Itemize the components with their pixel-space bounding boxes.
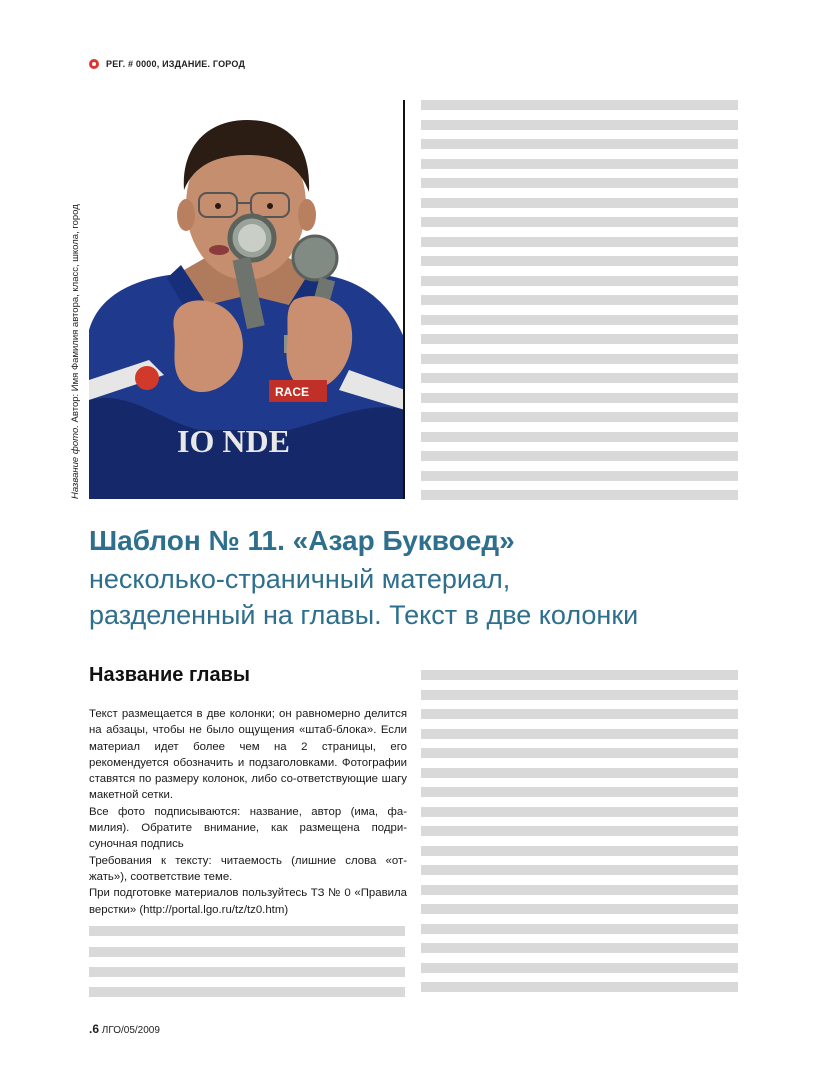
placeholder-text-block-left [89,926,405,998]
svg-text:IO NDE: IO NDE [177,423,290,459]
page-number: .6 [89,1022,100,1036]
column-divider [403,100,405,499]
photo-caption [70,100,84,499]
page-header [89,57,245,71]
body-text [89,706,407,918]
chapter-heading: Название главы [89,664,250,686]
issue-label: ЛГО/05/2009 [101,1025,160,1036]
placeholder-text-block-top [421,100,738,504]
body-paragraph: Требования к тексту: читаемость (лишние слова «от-жать»), соответствие теме. [89,854,407,883]
page-footer [89,1022,160,1036]
bullet-icon [89,59,99,69]
body-paragraph: Все фото подписываются: название, автор (има, фа-милия). Обратите внимание, как размещена подри-суночная подпись [89,805,407,851]
svg-text:RACE: RACE [275,385,310,399]
body-paragraph: При подготовке материалов пользуйтесь ТЗ № 0 «Правила верстки» (http://portal.lgo.ru/tz/tz0.htm) [89,887,407,916]
article-subtitle-line2: разделенный на главы. Текст в две колонки [89,600,639,630]
article-title: Шаблон № 11. «Азар Буквоед» [89,525,515,556]
caption-author: Автор: Имя Фамилия автора, класс, школа, город [70,204,81,423]
article-subtitle-line1: несколько-страничный материал, [89,564,511,594]
body-paragraph: Текст размещается в две колонки; он равномерно делится на абзацы, чтобы не было ощущения «штаб-блока». Если материал идет более чем на 2 страницы, его рекомендуется обозначить и подзаголовками. Фотографии ставятся по размеру колонок, либо со-ответствующие шагу макетной сетки. [89,708,407,802]
caption-label: Название фото. [70,425,81,499]
header-text: РЕГ. # 0000, ИЗДАНИЕ. ГОРОД [106,59,246,69]
student-with-magnifier-photo [89,100,405,499]
article-photo [89,100,405,499]
placeholder-text-block-right [421,670,738,1000]
